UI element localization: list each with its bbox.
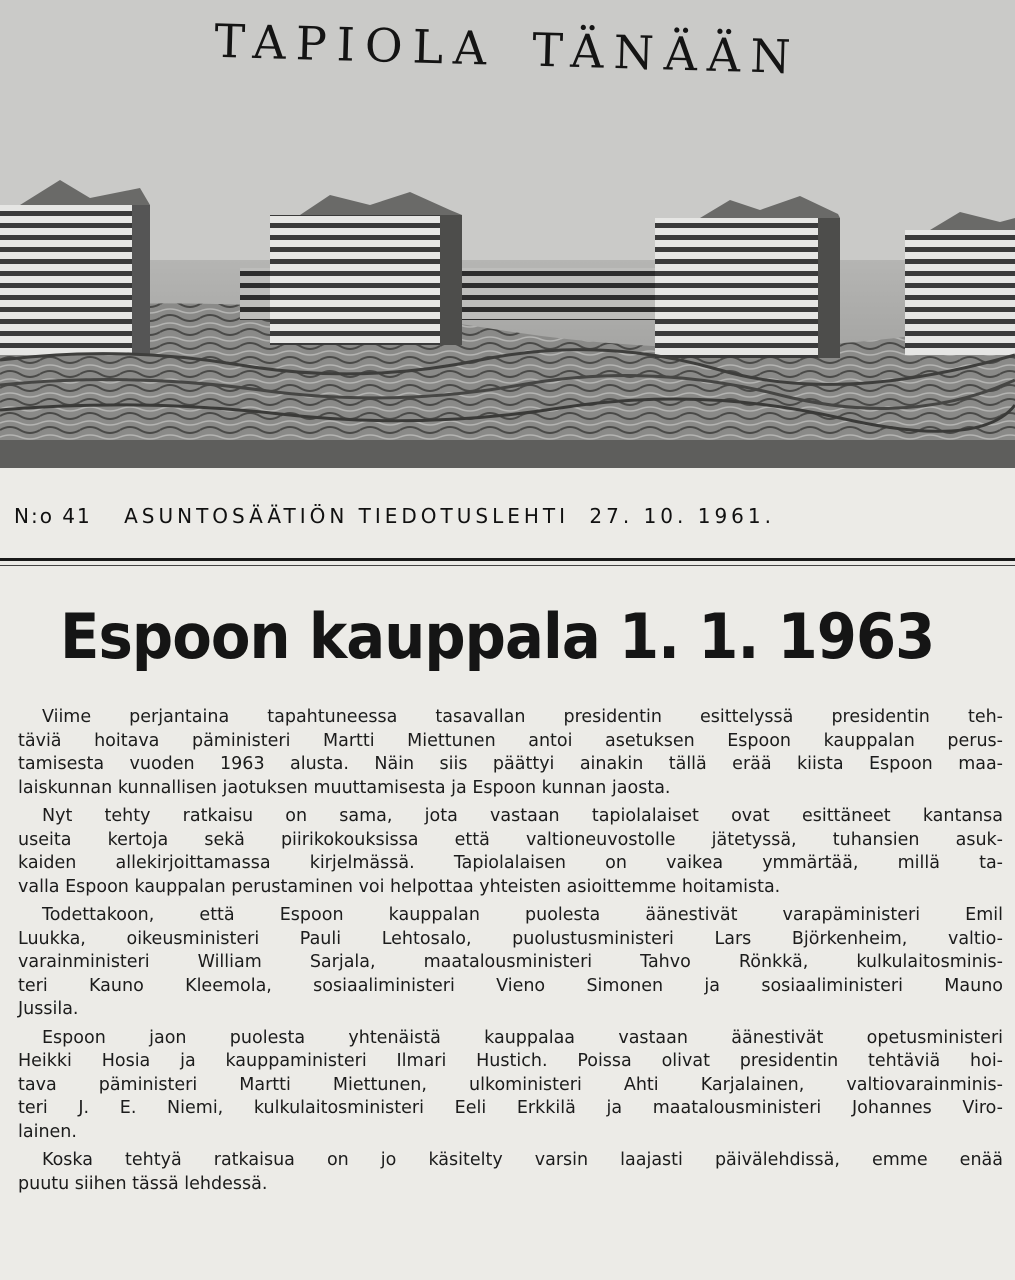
- article-paragraph: [18, 1027, 1003, 1145]
- text-line: useita kertoja sekä piirikokouksissa että valtioneuvostolle jätetyssä, tuhansien asuk-: [18, 829, 1003, 850]
- text-line: teri J. E. Niemi, kulkulaitosministeri Eeli Erkkilä ja maatalousministeri Johannes Viro-: [18, 1098, 1003, 1118]
- text-line: Heikki Hosia ja kauppaministeri Ilmari Hustich. Poissa olivat presidentin tehtäviä hoi-: [18, 1051, 1003, 1071]
- divider-rule-thin: [0, 565, 1015, 566]
- masthead-title-word1: TAPIOLA: [213, 13, 498, 76]
- text-line: Viime perjantaina tapahtuneessa tasavallan presidentin esittelyssä presidentin teh-: [42, 707, 1003, 727]
- text-line: valla Espoon kauppalan perustaminen voi helpottaa yhteisten asioittemme hoitamista.: [18, 876, 781, 897]
- text-line: Espoon jaon puolesta yhtenäistä kauppalaa vastaan äänestivät opetusministeri: [42, 1027, 1003, 1048]
- issue-date: 27. 10. 1961.: [589, 504, 775, 528]
- text-line: tava päministeri Martti Miettunen, ulkoministeri Ahti Karjalainen, valtiovarainminis-: [18, 1074, 1003, 1095]
- article-paragraph: [18, 706, 1003, 800]
- article-paragraph: [18, 1149, 1003, 1196]
- text-line: lainen.: [18, 1121, 77, 1142]
- text-line: laiskunnan kunnallisen jaotuksen muuttamisesta ja Espoon kunnan jaosta.: [18, 777, 671, 798]
- text-line: Jussila.: [18, 999, 79, 1019]
- text-line: teri Kauno Kleemola, sosiaaliministeri Vieno Simonen ja sosiaaliministeri Mauno: [18, 975, 1003, 996]
- article-body: [18, 706, 1003, 1201]
- issue-number: N:o 41: [14, 504, 92, 528]
- masthead-photo: [0, 0, 1015, 468]
- article-headline: Espoon kauppala 1. 1. 1963: [60, 600, 935, 673]
- issue-line: [14, 504, 1014, 528]
- text-line: Koska tehtyä ratkaisua on jo käsitelty varsin laajasti päivälehdissä, emme enää: [42, 1150, 1003, 1170]
- text-line: tamisesta vuoden 1963 alusta. Näin siis päättyi ainakin tällä erää kiista Espoon maa-: [18, 754, 1003, 774]
- text-line: täviä hoitava päministeri Martti Miettunen antoi asetuksen Espoon kauppalan perus-: [18, 730, 1003, 751]
- article-paragraph: [18, 805, 1003, 899]
- article-paragraph: [18, 904, 1003, 1022]
- text-line: Nyt tehty ratkaisu on sama, jota vastaan tapiolalaiset ovat esittäneet kantansa: [42, 806, 1003, 826]
- divider-rule: [0, 558, 1015, 561]
- text-line: Luukka, oikeusministeri Pauli Lehtosalo, puolustusministeri Lars Björkenheim, valtio-: [18, 928, 1003, 949]
- publication-name: ASUNTOSÄÄTIÖN TIEDOTUSLEHTI: [124, 504, 570, 528]
- text-line: puutu siihen tässä lehdessä.: [18, 1173, 268, 1194]
- text-line: kaiden allekirjoittamassa kirjelmässä. Tapiolalaisen on vaikea ymmärtää, millä ta-: [18, 853, 1003, 873]
- masthead-title-word2: TÄNÄÄN: [531, 22, 802, 85]
- text-line: Todettakoon, että Espoon kauppalan puolesta äänestivät varapäministeri Emil: [42, 905, 1003, 925]
- text-line: varainministeri William Sarjala, maatalousministeri Tahvo Rönkkä, kulkulaitosminis-: [18, 952, 1003, 972]
